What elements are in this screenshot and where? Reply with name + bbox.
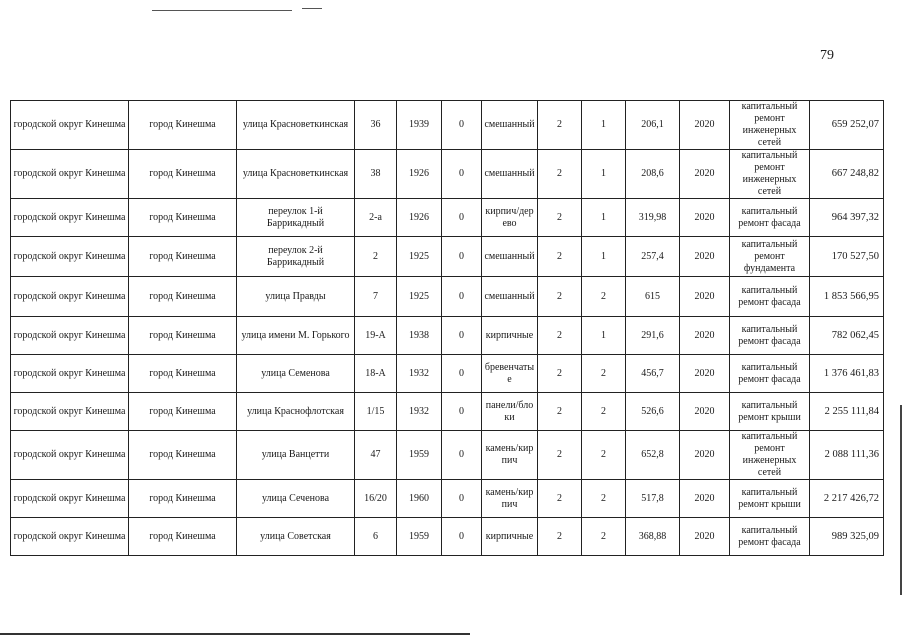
cell-house-number: 1/15 xyxy=(355,393,397,431)
cell-street: переулок 2-й Баррикадный xyxy=(237,237,355,277)
cell-repair-year: 2020 xyxy=(680,277,730,317)
cell-house-number: 36 xyxy=(355,101,397,150)
cell-floors: 2 xyxy=(538,355,582,393)
cell-repair-type: капитальный ремонт фасада xyxy=(730,277,810,317)
cell-repair-type: капитальный ремонт фасада xyxy=(730,355,810,393)
cell-repair-year: 2020 xyxy=(680,431,730,480)
cell-house-number: 38 xyxy=(355,150,397,199)
cell-year-commissioned: 0 xyxy=(442,199,482,237)
cell-year-commissioned: 0 xyxy=(442,277,482,317)
cell-wall-material: смешанный xyxy=(482,150,538,199)
cell-entrances: 2 xyxy=(582,518,626,556)
scan-edge-mark xyxy=(900,405,902,595)
table-row xyxy=(11,393,884,431)
table-row xyxy=(11,101,884,150)
cell-build-year: 1926 xyxy=(397,150,442,199)
cell-repair-type: капитальный ремонт фасада xyxy=(730,317,810,355)
cell-repair-type: капитальный ремонт крыши xyxy=(730,393,810,431)
cell-wall-material: смешанный xyxy=(482,101,538,150)
cell-street: улица Сеченова xyxy=(237,480,355,518)
cell-floors: 2 xyxy=(538,199,582,237)
scan-artifact-top-right xyxy=(302,8,322,9)
cell-wall-material: камень/кирпич xyxy=(482,431,538,480)
cell-build-year: 1939 xyxy=(397,101,442,150)
cell-settlement: город Кинешма xyxy=(129,355,237,393)
cell-municipality: городской округ Кинешма xyxy=(11,237,129,277)
table-row xyxy=(11,431,884,480)
cell-floors: 2 xyxy=(538,237,582,277)
cell-wall-material: кирпичные xyxy=(482,317,538,355)
page-number: 79 xyxy=(820,48,834,63)
cell-municipality: городской округ Кинешма xyxy=(11,431,129,480)
cell-municipality: городской округ Кинешма xyxy=(11,150,129,199)
cell-street: улица Краснофлотская xyxy=(237,393,355,431)
cell-entrances: 1 xyxy=(582,150,626,199)
cell-repair-year: 2020 xyxy=(680,317,730,355)
cell-repair-type: капитальный ремонт инженерных сетей xyxy=(730,101,810,150)
cell-municipality: городской округ Кинешма xyxy=(11,355,129,393)
cell-settlement: город Кинешма xyxy=(129,518,237,556)
cell-area: 206,1 xyxy=(626,101,680,150)
cell-year-commissioned: 0 xyxy=(442,237,482,277)
cell-municipality: городской округ Кинешма xyxy=(11,317,129,355)
cell-street: улица Красноветкинская xyxy=(237,101,355,150)
cell-house-number: 47 xyxy=(355,431,397,480)
cell-build-year: 1959 xyxy=(397,518,442,556)
cell-repair-type: капитальный ремонт крыши xyxy=(730,480,810,518)
cell-house-number: 2-а xyxy=(355,199,397,237)
cell-street: переулок 1-й Баррикадный xyxy=(237,199,355,237)
cell-area: 319,98 xyxy=(626,199,680,237)
cell-area: 615 xyxy=(626,277,680,317)
cell-wall-material: кирпич/дерево xyxy=(482,199,538,237)
cell-house-number: 2 xyxy=(355,237,397,277)
table-row xyxy=(11,237,884,277)
cell-year-commissioned: 0 xyxy=(442,150,482,199)
cell-settlement: город Кинешма xyxy=(129,277,237,317)
cell-year-commissioned: 0 xyxy=(442,355,482,393)
cell-settlement: город Кинешма xyxy=(129,480,237,518)
scan-artifact-top-left xyxy=(152,10,292,11)
cell-area: 208,6 xyxy=(626,150,680,199)
cell-floors: 2 xyxy=(538,518,582,556)
cell-cost: 2 217 426,72 xyxy=(810,480,884,518)
cell-municipality: городской округ Кинешма xyxy=(11,277,129,317)
cell-cost: 782 062,45 xyxy=(810,317,884,355)
cell-settlement: город Кинешма xyxy=(129,431,237,480)
cell-area: 368,88 xyxy=(626,518,680,556)
cell-house-number: 16/20 xyxy=(355,480,397,518)
cell-entrances: 2 xyxy=(582,277,626,317)
cell-entrances: 1 xyxy=(582,237,626,277)
cell-settlement: город Кинешма xyxy=(129,317,237,355)
cell-house-number: 19-А xyxy=(355,317,397,355)
cell-municipality: городской округ Кинешма xyxy=(11,518,129,556)
cell-floors: 2 xyxy=(538,150,582,199)
cell-year-commissioned: 0 xyxy=(442,431,482,480)
cell-repair-year: 2020 xyxy=(680,480,730,518)
table-row xyxy=(11,518,884,556)
cell-municipality: городской округ Кинешма xyxy=(11,393,129,431)
cell-area: 517,8 xyxy=(626,480,680,518)
cell-floors: 2 xyxy=(538,393,582,431)
cell-build-year: 1960 xyxy=(397,480,442,518)
bottom-rule xyxy=(0,633,470,635)
cell-area: 652,8 xyxy=(626,431,680,480)
housing-repair-table xyxy=(10,100,884,556)
cell-build-year: 1959 xyxy=(397,431,442,480)
cell-year-commissioned: 0 xyxy=(442,393,482,431)
cell-wall-material: кирпичные xyxy=(482,518,538,556)
table-row xyxy=(11,277,884,317)
cell-wall-material: смешанный xyxy=(482,237,538,277)
cell-cost: 989 325,09 xyxy=(810,518,884,556)
cell-repair-year: 2020 xyxy=(680,355,730,393)
cell-build-year: 1925 xyxy=(397,277,442,317)
cell-build-year: 1938 xyxy=(397,317,442,355)
cell-cost: 659 252,07 xyxy=(810,101,884,150)
cell-entrances: 1 xyxy=(582,317,626,355)
cell-repair-type: капитальный ремонт фасада xyxy=(730,518,810,556)
cell-wall-material: смешанный xyxy=(482,277,538,317)
cell-area: 526,6 xyxy=(626,393,680,431)
cell-repair-type: капитальный ремонт инженерных сетей xyxy=(730,431,810,480)
cell-wall-material: камень/кирпич xyxy=(482,480,538,518)
cell-street: улица Правды xyxy=(237,277,355,317)
table-row xyxy=(11,317,884,355)
cell-floors: 2 xyxy=(538,480,582,518)
cell-repair-type: капитальный ремонт инженерных сетей xyxy=(730,150,810,199)
cell-entrances: 2 xyxy=(582,480,626,518)
cell-settlement: город Кинешма xyxy=(129,150,237,199)
table-row xyxy=(11,355,884,393)
cell-house-number: 6 xyxy=(355,518,397,556)
cell-street: улица Советская xyxy=(237,518,355,556)
cell-repair-year: 2020 xyxy=(680,150,730,199)
cell-cost: 1 853 566,95 xyxy=(810,277,884,317)
cell-settlement: город Кинешма xyxy=(129,237,237,277)
table-body xyxy=(11,101,884,556)
cell-repair-type: капитальный ремонт фундамента xyxy=(730,237,810,277)
table-row xyxy=(11,480,884,518)
cell-repair-year: 2020 xyxy=(680,199,730,237)
cell-municipality: городской округ Кинешма xyxy=(11,101,129,150)
cell-repair-year: 2020 xyxy=(680,393,730,431)
cell-year-commissioned: 0 xyxy=(442,101,482,150)
cell-street: улица Семенова xyxy=(237,355,355,393)
cell-floors: 2 xyxy=(538,277,582,317)
cell-cost: 2 088 111,36 xyxy=(810,431,884,480)
cell-build-year: 1925 xyxy=(397,237,442,277)
cell-area: 257,4 xyxy=(626,237,680,277)
cell-cost: 667 248,82 xyxy=(810,150,884,199)
cell-floors: 2 xyxy=(538,317,582,355)
cell-settlement: город Кинешма xyxy=(129,393,237,431)
cell-repair-year: 2020 xyxy=(680,518,730,556)
cell-build-year: 1926 xyxy=(397,199,442,237)
cell-entrances: 2 xyxy=(582,355,626,393)
cell-area: 291,6 xyxy=(626,317,680,355)
table-row xyxy=(11,150,884,199)
cell-wall-material: бревенчатые xyxy=(482,355,538,393)
cell-settlement: город Кинешма xyxy=(129,199,237,237)
cell-build-year: 1932 xyxy=(397,355,442,393)
cell-cost: 1 376 461,83 xyxy=(810,355,884,393)
table-row xyxy=(11,199,884,237)
cell-entrances: 1 xyxy=(582,101,626,150)
cell-repair-type: капитальный ремонт фасада xyxy=(730,199,810,237)
cell-repair-year: 2020 xyxy=(680,237,730,277)
cell-floors: 2 xyxy=(538,101,582,150)
cell-year-commissioned: 0 xyxy=(442,480,482,518)
cell-cost: 964 397,32 xyxy=(810,199,884,237)
cell-entrances: 2 xyxy=(582,393,626,431)
cell-street: улица Красноветкинская xyxy=(237,150,355,199)
cell-area: 456,7 xyxy=(626,355,680,393)
cell-floors: 2 xyxy=(538,431,582,480)
cell-settlement: город Кинешма xyxy=(129,101,237,150)
cell-cost: 2 255 111,84 xyxy=(810,393,884,431)
cell-cost: 170 527,50 xyxy=(810,237,884,277)
cell-year-commissioned: 0 xyxy=(442,518,482,556)
cell-municipality: городской округ Кинешма xyxy=(11,480,129,518)
cell-street: улица имени М. Горького xyxy=(237,317,355,355)
cell-house-number: 7 xyxy=(355,277,397,317)
cell-municipality: городской округ Кинешма xyxy=(11,199,129,237)
cell-year-commissioned: 0 xyxy=(442,317,482,355)
cell-wall-material: панели/блоки xyxy=(482,393,538,431)
cell-street: улица Ванцетти xyxy=(237,431,355,480)
cell-entrances: 2 xyxy=(582,431,626,480)
cell-build-year: 1932 xyxy=(397,393,442,431)
cell-repair-year: 2020 xyxy=(680,101,730,150)
cell-entrances: 1 xyxy=(582,199,626,237)
cell-house-number: 18-А xyxy=(355,355,397,393)
